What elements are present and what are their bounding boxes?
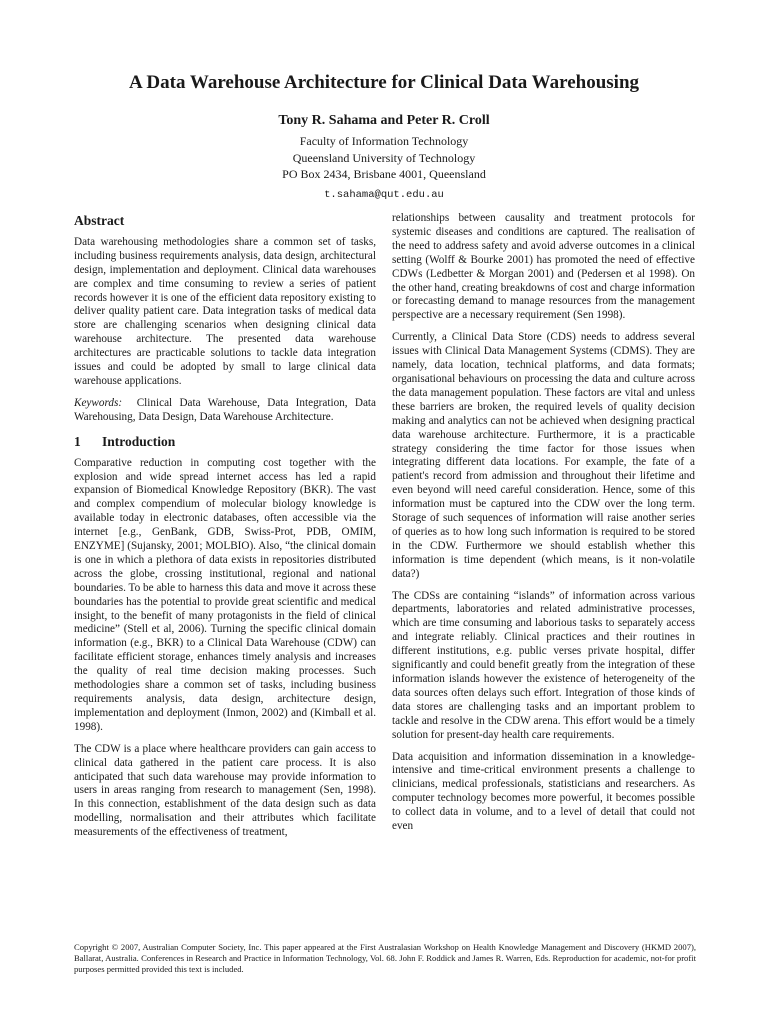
intro-paragraph-2: The CDW is a place where healthcare providers can gain access to clinical data gathered in the patient care process. It is also anticipated that such data warehouse may provide information to users in areas ranging from research to management (Sen, 1998). In this connection, establishment of the data design such as data modelling, normalisation and their attributes which facilitate measurements of the effectiveness of treatment,: [74, 742, 376, 839]
left-column: [74, 214, 376, 848]
right-column: [392, 212, 695, 842]
abstract-text: Data warehousing methodologies share a common set of tasks, including business requirements analysis, data design, architectural design, implementation and deployment. Clinical data warehouses are complex and time consuming to review a series of patient records however it is one of the efficient data repository existing to deliver quality patient care. Data integration tasks of medical data store are challenging scenarios when designing clinical data warehouse architecture. The presented data warehouse architectures are practicable solutions to tackle data integration issues and could be adopted by small to large clinical data warehouse applications.: [74, 235, 376, 387]
intro-paragraph-1: Comparative reduction in computing cost together with the explosion and wide spread internet access has led a rapid expansion of Biomedical Knowledge Repository (BKR). The vast and complex compendium of molecular biology knowledge is available today in electronic databases, often accessible via the internet [e.g., GenBank, GDB, Swiss-Prot, PDB, OMIM, ENZYME] (Sujansky, 2001; MOLBIO). Also, “the clinical domain is one in which a plethora of data exists in repositories distributed across the globe, crossing institutional, regional and national boundaries. To be able to harness this data and move it across these boundaries has the potential to provide great scientific and medical insight, to the benefit of many protagonists in the field of clinical medicine” (Stell et al, 2006). Turning the specific clinical domain information (e.g., BKR) to a Clinical Data Warehouse (CDW) can facilitate efficient storage, enhances timely analysis and increases the quality of real time decision making processes. Such methodologies share a common set of tasks, including business requirements analysis, data design, architecture design, implementation and deployment (Inmon, 2002) and (Kimball et al. 1998).: [74, 456, 376, 733]
keywords-label: Keywords:: [74, 396, 123, 409]
keywords: [74, 397, 376, 425]
author-email[interactable]: t.sahama@qut.edu.au: [324, 188, 444, 201]
introduction-heading: [74, 435, 376, 449]
right-paragraph-2: Currently, a Clinical Data Store (CDS) needs to address several issues with Clinical Data Management Systems (CDMS). They are namely, data location, technical platforms, and data formats; organisational behaviours on processing the data and culture across the data management population. These factors are vital and unless these barriers are broken, the required levels of quality decision making and analytics can not be achieved when designing practical data warehouse architecture. Furthermore, it is a practicable strategy considering the time factor for those issues when integrating different data locations. For example, the fate of a patient's record from admission and throughout their lifetime and even beyond will need careful consideration. Hence, some of this information must be captured into the CDW over the long term. Storage of such sequences of information will raise another series of queries as to how long such information is required to be stored in the CDW. Furthermore we should establish whether this information is time dependent (which means, is it non-volatile data?): [392, 331, 695, 580]
keywords-text: Clinical Data Warehouse, Data Integration, Data Warehousing, Data Design, Data Warehouse Architecture.: [74, 396, 377, 423]
right-paragraph-4: Data acquisition and information dissemination in a knowledge-intensive and time-critical environment presents a challenge to clinicians, medical professionals, statisticians and researchers. As computer technology becomes more powerful, it becomes possible to collect data in volume, and to a level of detail that could not even: [392, 750, 695, 833]
affiliation-university: Queensland University of Technology: [292, 150, 476, 165]
paper-title: A Data Warehouse Architecture for Clinical Data Warehousing: [128, 72, 640, 93]
section-number: 1: [74, 433, 81, 449]
affiliation: [0, 133, 768, 203]
abstract-heading: Abstract: [74, 213, 125, 228]
right-paragraph-1: relationships between causality and treatment protocols for systemic diseases and conditions are captured. The realisation of the need to address safety and avoid adverse outcomes in a clinical setting (Wolff & Bourke 2001) has promoted the need of effective CDWs (Ledbetter & Morgan 2001) and (Pedersen et al 1998). On the other hand, creating breakdowns of cost and charge information or forecasting demand to manage resources from the management perspective are a necessary requirement (Sen 1998).: [392, 212, 695, 322]
authors: Tony R. Sahama and Peter R. Croll: [278, 113, 490, 128]
copyright-footer: Copyright © 2007, Australian Computer Society, Inc. This paper appeared at the First Australasian Workshop on Health Knowledge Management and Discovery (HKMD 2007), Ballarat, Australia. Conferences in Research and Practice in Information Technology, Vol. 68. John F. Roddick and James R. Warren, Eds. Reproduction for academic, not-for profit purposes permitted provided this text is included.: [74, 942, 696, 974]
right-paragraph-3: The CDSs are containing “islands” of information across various departments, laboratories and related administrative processes, which are time consuming and laborious tasks to separately access and integrate reliably. Clinical practices and their routines in different institutions, e.g. public verses private hospital, differ significantly and could benefit greatly from the integration of these information islands however the existence of heterogeneity of the data sources often delays such effort. Integration of those kinds of data stores are challenging tasks and an important problem to tackle and resolve in the CDW arena. This effort would be a timely solution for present-day health care requirements.: [392, 589, 695, 741]
affiliation-faculty: Faculty of Information Technology: [299, 134, 469, 148]
affiliation-address: PO Box 2434, Brisbane 4001, Queensland: [282, 167, 486, 181]
section-title: Introduction: [102, 433, 176, 449]
